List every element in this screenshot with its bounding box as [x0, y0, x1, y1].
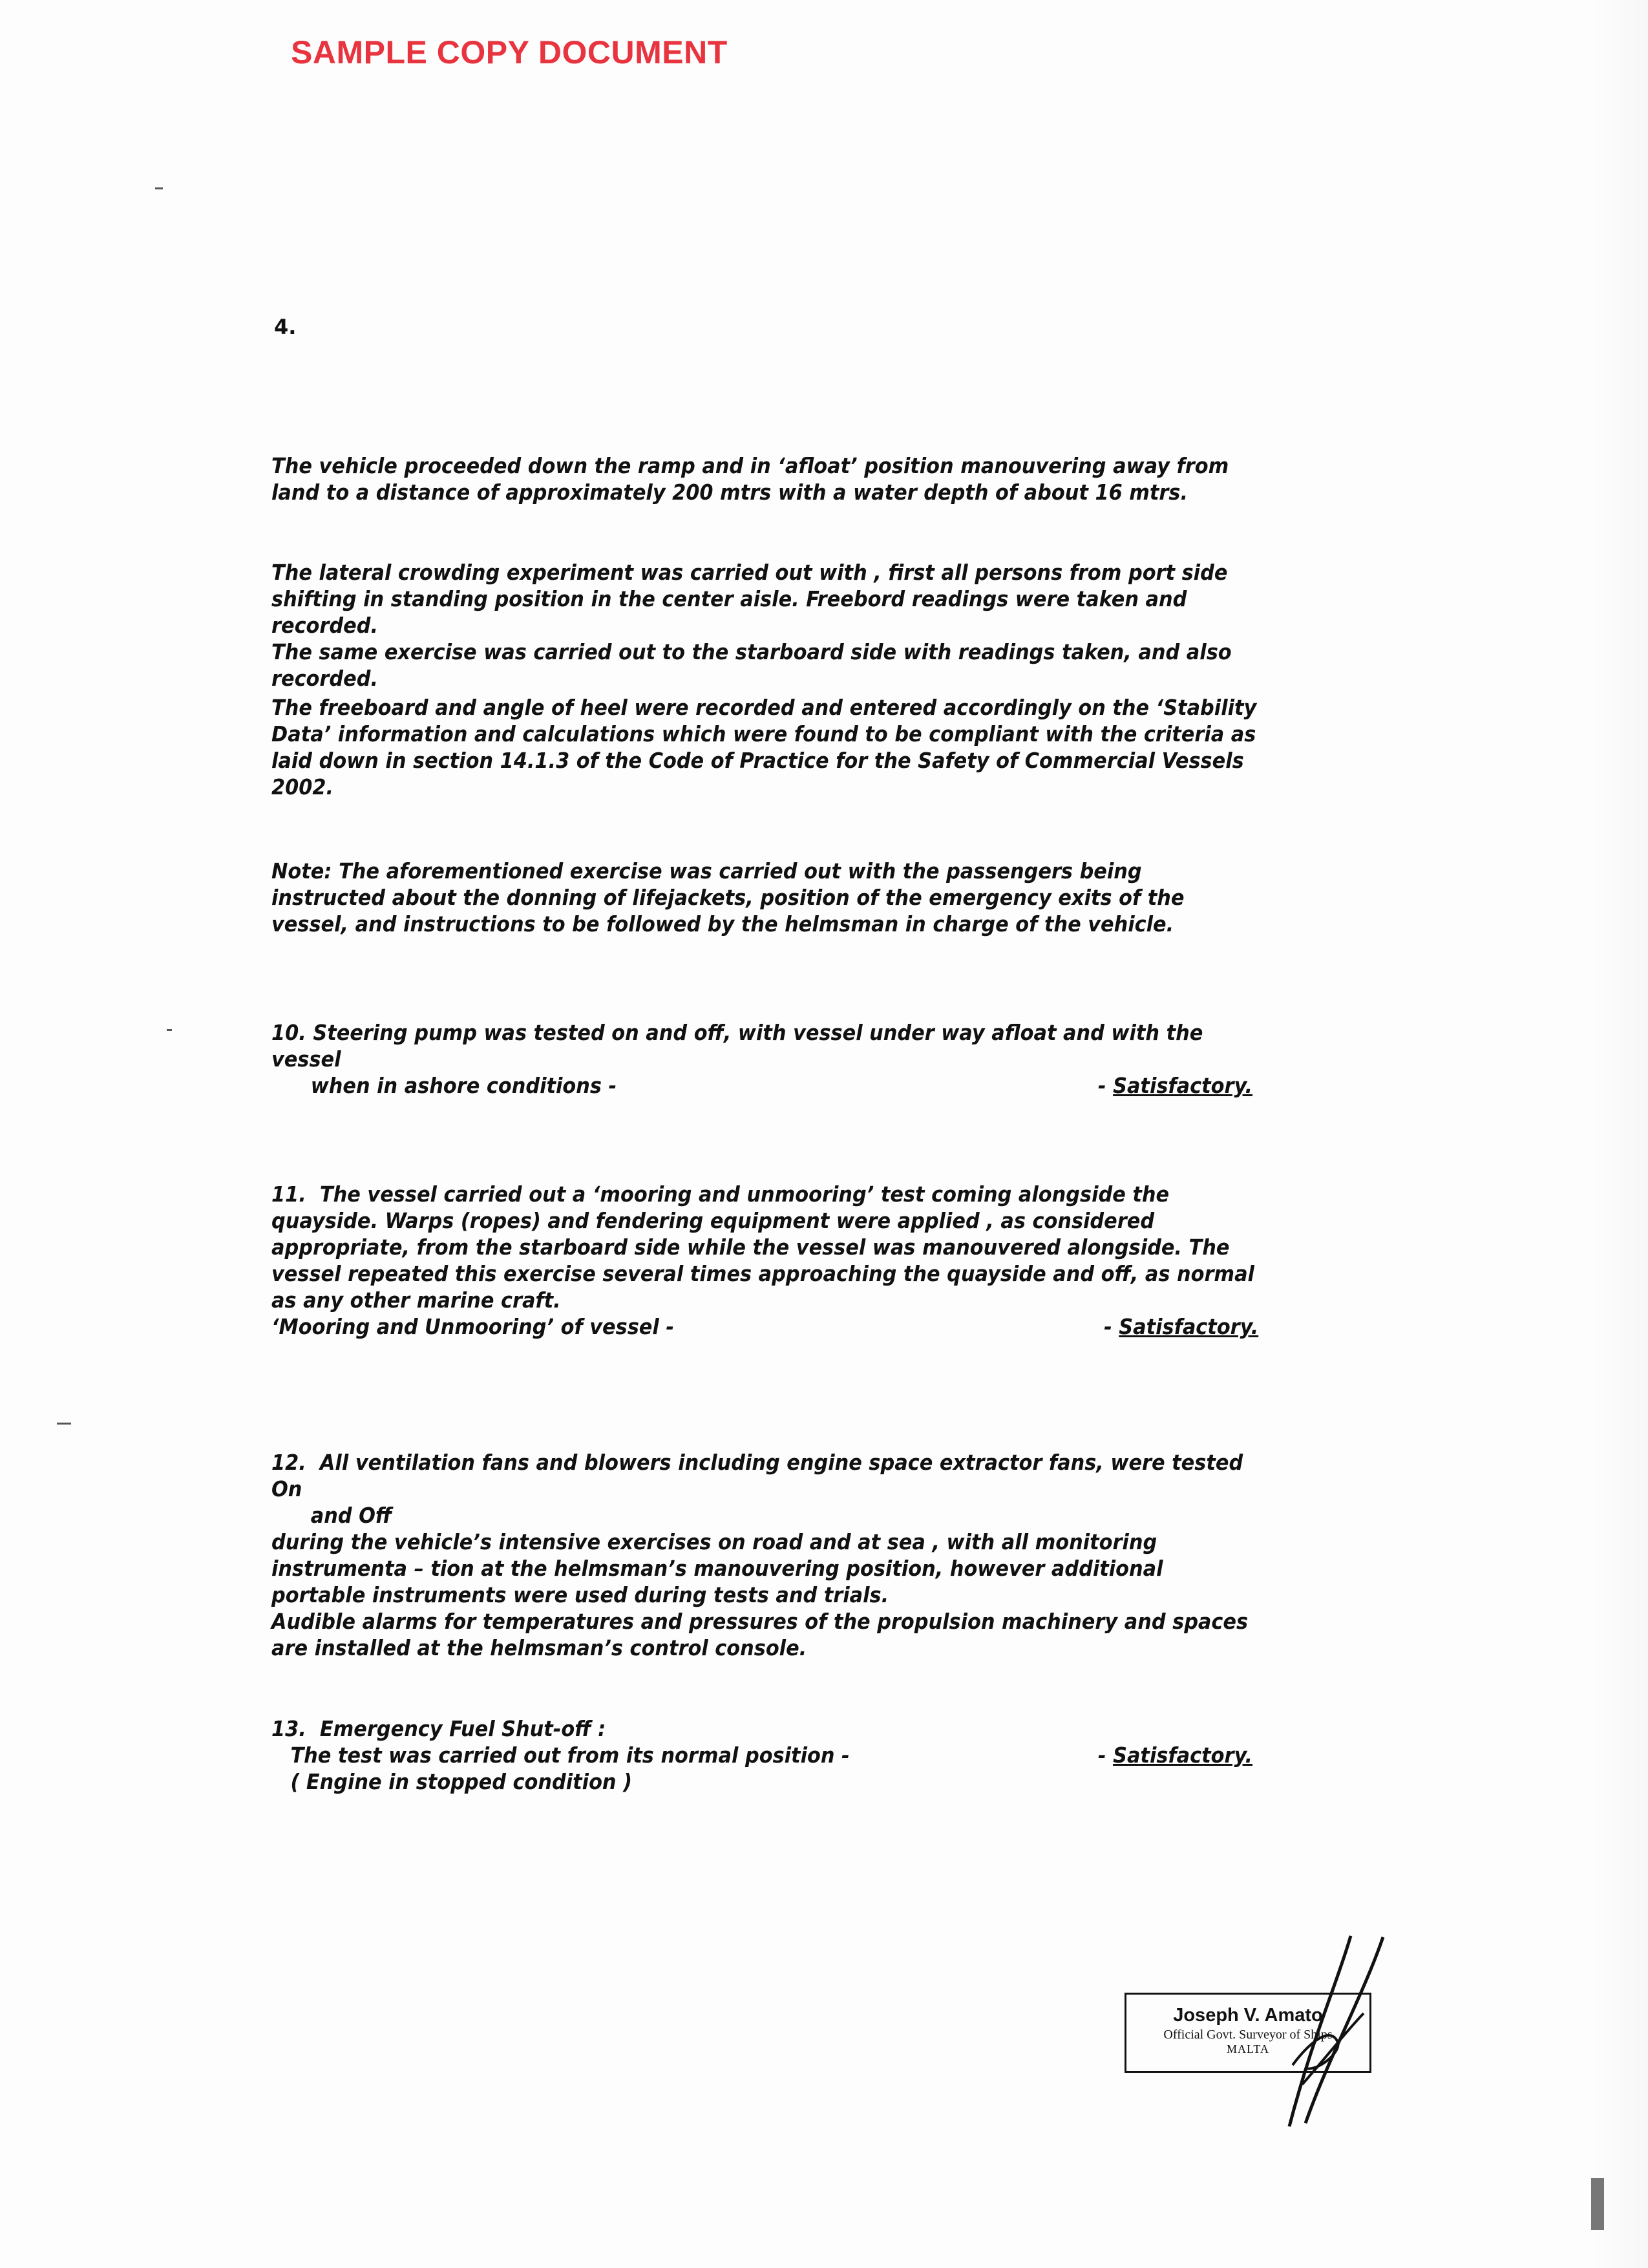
item-11-row [271, 1313, 1258, 1340]
item-12-line2: and Off [310, 1503, 392, 1528]
item-11-rest: test coming alongside the quayside. Warps (ropes) and fendering equipment were applied , as considered appropriate, from the starboard side while the vessel was manouvered alongside. The vessel repeated this exercise several times approaching the quayside and off, as normal as any other marine craft. [271, 1182, 1254, 1313]
stamp-title: Official Govt. Surveyor of Ships [1163, 2028, 1333, 2042]
item-10-line1: 10. Steering pump was tested on and off, with vessel under way afloat and with the vessel [271, 1020, 1203, 1072]
page-edge-shadow [1590, 0, 1648, 2268]
item-13-result: Satisfactory. [1113, 1743, 1252, 1768]
item-10-result-dash: - [1097, 1073, 1114, 1098]
stamp-name: Joseph V. Amato [1173, 2005, 1323, 2026]
item-11-result: Satisfactory. [1119, 1314, 1259, 1339]
item-12-rest: and blowers including engine space extractor fans, were tested On [271, 1450, 1243, 1501]
paragraph-freeboard [271, 694, 1258, 800]
item-10-line2: when in ashore conditions - [310, 1073, 617, 1098]
document-header: SAMPLE COPY DOCUMENT [291, 34, 728, 70]
item-12-body: during the vehicle’s intensive exercises on road and at sea , with all monitoring instrumenta – tion at the helmsman’s manouvering position, however additional portable instruments were used during tests and trials. [271, 1529, 1163, 1607]
item-13 [271, 1715, 1258, 1795]
paragraph-afloat-text: The vehicle proceeded down the ramp and in ‘afloat’ position manouvering away from land to a distance of approximately 200 mtrs with a water depth of about 16 mtrs. [271, 453, 1229, 505]
item-13-number: 13. [271, 1716, 306, 1741]
item-12-line1 [271, 1449, 1258, 1502]
item-11-number: 11. [271, 1182, 306, 1207]
item-13-line3: ( Engine in stopped condition ) [290, 1769, 632, 1794]
item-11 [271, 1181, 1258, 1340]
item-12-lead: All [319, 1450, 355, 1475]
item-12-body2: Audible alarms for temperatures and pressures of the propulsion machinery and spaces are installed at the helmsman’s control console. [271, 1609, 1249, 1660]
item-11-bold: ‘mooring and unmooring’ [592, 1182, 874, 1207]
paragraph-starboard-text: The same exercise was carried out to the starboard side with readings taken, and also recorded. [271, 639, 1232, 691]
paragraph-afloat [271, 452, 1258, 505]
paragraph-freeboard-text: The freeboard and angle of heel were recorded and entered accordingly on the ‘Stability Data’ information and calculations which were found to be compliant with the criteria as laid down in section 14.1.3 of the Code of Practice for the Safety of Commercial Vessels 2002. [271, 695, 1257, 800]
item-13-result-dash: - [1097, 1743, 1114, 1768]
item-11-lead: The vessel carried out a [319, 1182, 593, 1207]
item-11-result-dash: - [1104, 1314, 1119, 1339]
scan-speck [167, 1029, 172, 1031]
item-13-row [271, 1742, 1258, 1768]
item-12-number: 12. [271, 1450, 306, 1475]
paragraph-lateral-crowding [271, 559, 1258, 692]
signature [1267, 1929, 1409, 2136]
item-12-bold: ventilation fans [355, 1450, 529, 1475]
item-10-result: Satisfactory. [1113, 1073, 1252, 1098]
scan-speck [155, 187, 163, 189]
paragraph-note-text: Note: The aforementioned exercise was carried out with the passengers being instructed about the donning of lifejackets, position of the emergency exits of the vessel, and instructions to be followed by the helmsman in charge of the vehicle. [271, 858, 1185, 937]
item-11-last-line: ‘Mooring and Unmooring’ of vessel - [271, 1314, 674, 1339]
paragraph-note [271, 858, 1258, 937]
stamp-place: MALTA [1227, 2042, 1269, 2055]
item-11-text [271, 1181, 1258, 1313]
item-13-bold: Emergency Fuel Shut-off : [319, 1716, 606, 1741]
scan-speck [57, 1423, 71, 1425]
item-12 [271, 1449, 1258, 1661]
item-13-line2: The test was carried out from its normal position - [290, 1743, 850, 1768]
section-number: 4. [274, 315, 297, 339]
item-13-line1 [271, 1715, 1258, 1742]
item-10-row [271, 1072, 1258, 1099]
scan-edge-mark [1591, 2178, 1604, 2230]
item-10 [271, 1019, 1258, 1099]
paragraph-lateral-crowding-text: The lateral crowding experiment was carried out with , first all persons from port side shifting in standing position in the center aisle. Freebord readings were taken and recorded. [271, 560, 1228, 638]
